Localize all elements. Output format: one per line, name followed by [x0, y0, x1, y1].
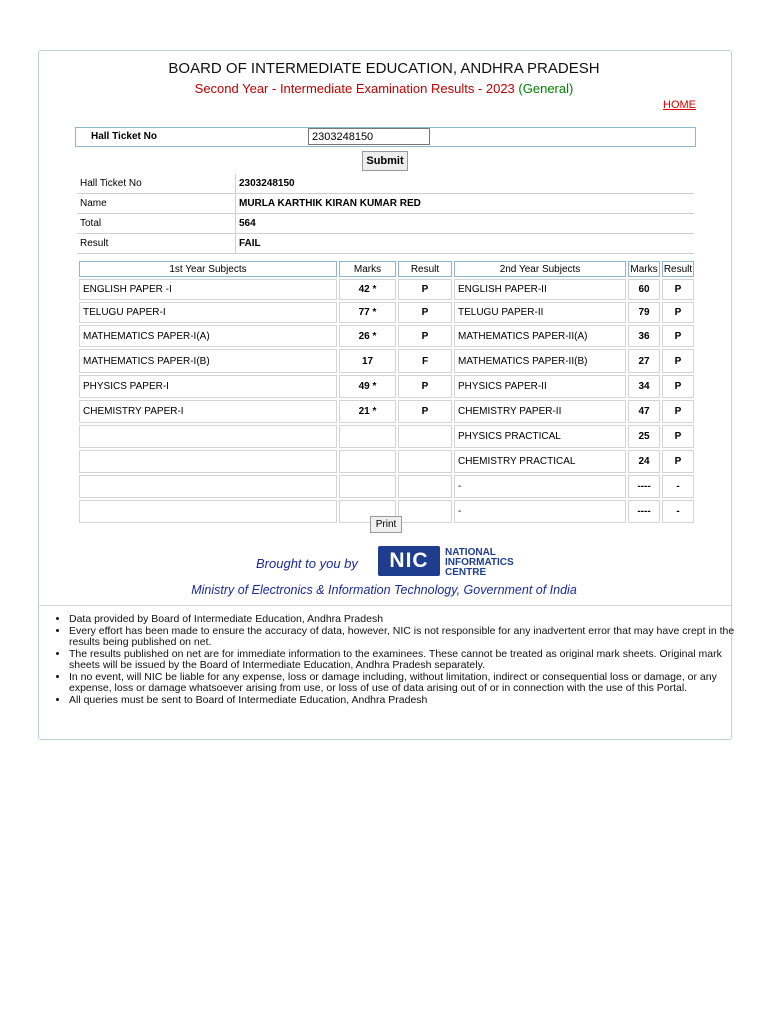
first-year-subject: TELUGU PAPER-I	[79, 302, 337, 323]
second-year-result: P	[662, 325, 694, 347]
second-year-marks: 47	[628, 400, 660, 423]
info-label: Total	[77, 214, 235, 234]
submit-button[interactable]: Submit	[362, 151, 408, 171]
first-year-marks: 17	[339, 349, 396, 373]
table-row	[79, 375, 694, 398]
second-year-subject: CHEMISTRY PRACTICAL	[454, 450, 626, 473]
second-year-subject: PHYSICS PAPER-II	[454, 375, 626, 398]
first-year-marks: 21 *	[339, 400, 396, 423]
first-year-result: P	[398, 302, 452, 323]
info-label: Result	[77, 234, 235, 254]
nic-line: CENTRE	[445, 567, 487, 578]
first-year-result: P	[398, 400, 452, 423]
second-year-result: P	[662, 450, 694, 473]
nic-line: INFORMATICS	[445, 557, 514, 568]
table-row	[79, 302, 694, 323]
first-year-subject	[79, 475, 337, 498]
table-row	[79, 425, 694, 448]
first-year-subject: CHEMISTRY PAPER-I	[79, 400, 337, 423]
first-year-marks	[339, 425, 396, 448]
table-row	[79, 450, 694, 473]
marks-header-row	[79, 261, 694, 277]
table-row	[77, 174, 694, 194]
second-year-subject: ENGLISH PAPER-II	[454, 279, 626, 300]
first-year-marks	[339, 450, 396, 473]
second-year-marks: 34	[628, 375, 660, 398]
table-row	[79, 349, 694, 373]
first-year-subject: ENGLISH PAPER -I	[79, 279, 337, 300]
exam-title-text: Second Year - Intermediate Examination Results - 2023	[194, 81, 515, 96]
first-year-marks	[339, 475, 396, 498]
header-second-subjects: 2nd Year Subjects	[454, 261, 626, 277]
second-year-marks: 36	[628, 325, 660, 347]
info-value: 564	[235, 214, 694, 234]
nic-logo: NIC	[378, 546, 440, 576]
first-year-marks: 42 *	[339, 279, 396, 300]
second-year-result: P	[662, 425, 694, 448]
first-year-result	[398, 475, 452, 498]
header-marks-2: Marks	[628, 261, 660, 277]
divider	[39, 605, 731, 606]
first-year-subject: MATHEMATICS PAPER-I(A)	[79, 325, 337, 347]
header-result: Result	[398, 261, 452, 277]
header-marks: Marks	[339, 261, 396, 277]
first-year-marks: 77 *	[339, 302, 396, 323]
hall-ticket-label: Hall Ticket No	[91, 131, 157, 142]
list-item: • The results published on net are for immediate information to the examinees. These cannot be treated as original mark sheets. Original mark sheets will be issued by the Board of Intermediate Education, Andhra Pradesh separately.	[69, 649, 739, 672]
second-year-subject: MATHEMATICS PAPER-II(B)	[454, 349, 626, 373]
second-year-subject: MATHEMATICS PAPER-II(A)	[454, 325, 626, 347]
second-year-marks: 24	[628, 450, 660, 473]
second-year-marks: 25	[628, 425, 660, 448]
first-year-subject	[79, 425, 337, 448]
info-value: 2303248150	[235, 174, 694, 194]
exam-type: (General)	[518, 81, 574, 96]
table-row	[79, 279, 694, 300]
hall-ticket-input[interactable]	[308, 128, 430, 145]
first-year-result: F	[398, 349, 452, 373]
second-year-result: P	[662, 375, 694, 398]
info-value: FAIL	[235, 234, 694, 254]
first-year-subject: MATHEMATICS PAPER-I(B)	[79, 349, 337, 373]
first-year-result: P	[398, 375, 452, 398]
print-button[interactable]: Print	[370, 516, 402, 533]
first-year-result	[398, 450, 452, 473]
list-item: • In no event, will NIC be liable for any expense, loss or damage including, without limitation, indirect or consequential loss or damage, or any expense, loss or damage whatsoever arising from use, or loss of use of data arising out of or in connection with the use of this Portal.	[69, 672, 739, 695]
student-info-table	[77, 174, 694, 254]
list-item: • Data provided by Board of Intermediate Education, Andhra Pradesh	[69, 614, 739, 626]
second-year-result: P	[662, 279, 694, 300]
second-year-subject: PHYSICS PRACTICAL	[454, 425, 626, 448]
marks-table	[77, 259, 696, 525]
second-year-marks: 27	[628, 349, 660, 373]
list-item: • All queries must be sent to Board of Intermediate Education, Andhra Pradesh	[69, 695, 739, 707]
info-label: Hall Ticket No	[77, 174, 235, 194]
ministry-text: Ministry of Electronics & Information Technology, Government of India	[191, 583, 577, 597]
table-row	[79, 475, 694, 498]
first-year-result: P	[398, 325, 452, 347]
home-link[interactable]: HOME	[663, 99, 696, 111]
header-result-2: Result	[662, 261, 694, 277]
second-year-result: P	[662, 349, 694, 373]
first-year-subject	[79, 500, 337, 523]
marks-body	[79, 279, 694, 523]
table-row	[79, 325, 694, 347]
second-year-subject: CHEMISTRY PAPER-II	[454, 400, 626, 423]
second-year-marks: ----	[628, 500, 660, 523]
second-year-marks: 60	[628, 279, 660, 300]
nic-logo-text	[445, 548, 514, 578]
second-year-marks: ----	[628, 475, 660, 498]
disclaimer-list	[53, 614, 739, 706]
brought-by-text: Brought to you by	[256, 556, 358, 571]
second-year-subject: -	[454, 500, 626, 523]
second-year-subject: TELUGU PAPER-II	[454, 302, 626, 323]
info-label: Name	[77, 194, 235, 214]
table-row	[77, 234, 694, 254]
first-year-result	[398, 425, 452, 448]
second-year-result: -	[662, 475, 694, 498]
first-year-result	[398, 500, 452, 523]
exam-title	[0, 81, 768, 96]
second-year-subject: -	[454, 475, 626, 498]
second-year-marks: 79	[628, 302, 660, 323]
first-year-marks: 49 *	[339, 375, 396, 398]
first-year-marks: 26 *	[339, 325, 396, 347]
info-value: MURLA KARTHIK KIRAN KUMAR RED	[235, 194, 694, 214]
nic-line: NATIONAL	[445, 547, 496, 558]
second-year-result: -	[662, 500, 694, 523]
table-row	[79, 400, 694, 423]
first-year-subject	[79, 450, 337, 473]
table-row	[77, 194, 694, 214]
list-item: • Every effort has been made to ensure the accuracy of data, however, NIC is not responsible for any inadvertent error that may have crept in the results being published on net.	[69, 626, 739, 649]
board-title: BOARD OF INTERMEDIATE EDUCATION, ANDHRA PRADESH	[168, 60, 600, 77]
first-year-subject: PHYSICS PAPER-I	[79, 375, 337, 398]
second-year-result: P	[662, 400, 694, 423]
first-year-result: P	[398, 279, 452, 300]
header-first-subjects: 1st Year Subjects	[79, 261, 337, 277]
second-year-result: P	[662, 302, 694, 323]
table-row	[77, 214, 694, 234]
